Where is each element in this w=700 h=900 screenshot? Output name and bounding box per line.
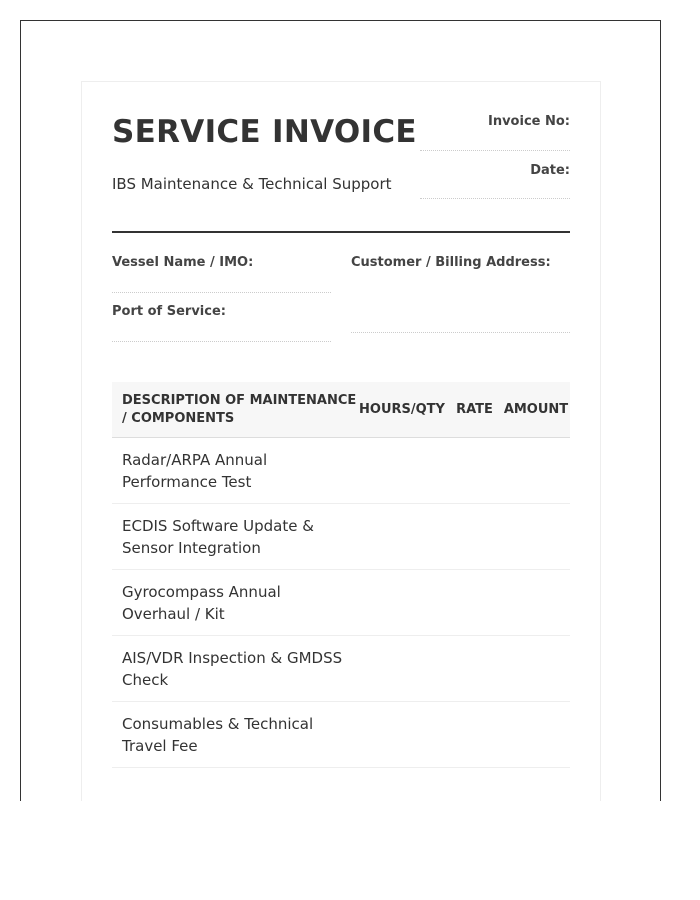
item-description: Gyrocompass Annual Overhaul / Kit <box>112 570 357 636</box>
customer-address-field[interactable] <box>351 332 570 333</box>
port-field[interactable] <box>112 341 331 342</box>
item-description: Consumables & Technical Travel Fee <box>112 702 357 768</box>
item-hours-cell[interactable] <box>357 438 447 504</box>
table-row <box>112 636 570 702</box>
item-hours-cell[interactable] <box>357 504 447 570</box>
company-name: IBS Maintenance & Technical Support <box>112 175 392 193</box>
item-rate-cell[interactable] <box>447 570 502 636</box>
item-amount-cell[interactable] <box>502 702 570 768</box>
item-hours-cell[interactable] <box>357 570 447 636</box>
table-header-row <box>112 382 570 438</box>
item-rate-cell[interactable] <box>447 702 502 768</box>
item-amount-cell[interactable] <box>502 504 570 570</box>
table-row <box>112 702 570 768</box>
invoice-title: SERVICE INVOICE <box>112 114 417 150</box>
item-hours-cell[interactable] <box>357 702 447 768</box>
rate-header: RATE <box>447 382 502 438</box>
item-amount-cell[interactable] <box>502 570 570 636</box>
date-label: Date: <box>530 163 570 178</box>
vessel-label: Vessel Name / IMO: <box>112 255 254 270</box>
item-description: Radar/ARPA Annual Performance Test <box>112 438 357 504</box>
table-row <box>112 438 570 504</box>
item-hours-cell[interactable] <box>357 636 447 702</box>
invoice-number-label: Invoice No: <box>487 114 570 129</box>
hours-header: HOURS/QTY <box>357 382 447 438</box>
port-label: Port of Service: <box>112 304 226 319</box>
item-rate-cell[interactable] <box>447 504 502 570</box>
invoice-number-field[interactable] <box>420 150 570 151</box>
date-field[interactable] <box>420 198 570 199</box>
table-row <box>112 504 570 570</box>
item-rate-cell[interactable] <box>447 636 502 702</box>
amount-header: AMOUNT <box>502 382 570 438</box>
vessel-field[interactable] <box>112 292 331 293</box>
item-rate-cell[interactable] <box>447 438 502 504</box>
item-description: AIS/VDR Inspection & GMDSS Check <box>112 636 357 702</box>
line-items-table <box>112 382 570 768</box>
customer-label: Customer / Billing Address: <box>351 255 551 270</box>
table-row <box>112 570 570 636</box>
item-amount-cell[interactable] <box>502 636 570 702</box>
header-divider <box>112 231 570 233</box>
item-description: ECDIS Software Update & Sensor Integration <box>112 504 357 570</box>
description-header: DESCRIPTION OF MAINTENANCE / COMPONENTS <box>112 382 357 438</box>
item-amount-cell[interactable] <box>502 438 570 504</box>
